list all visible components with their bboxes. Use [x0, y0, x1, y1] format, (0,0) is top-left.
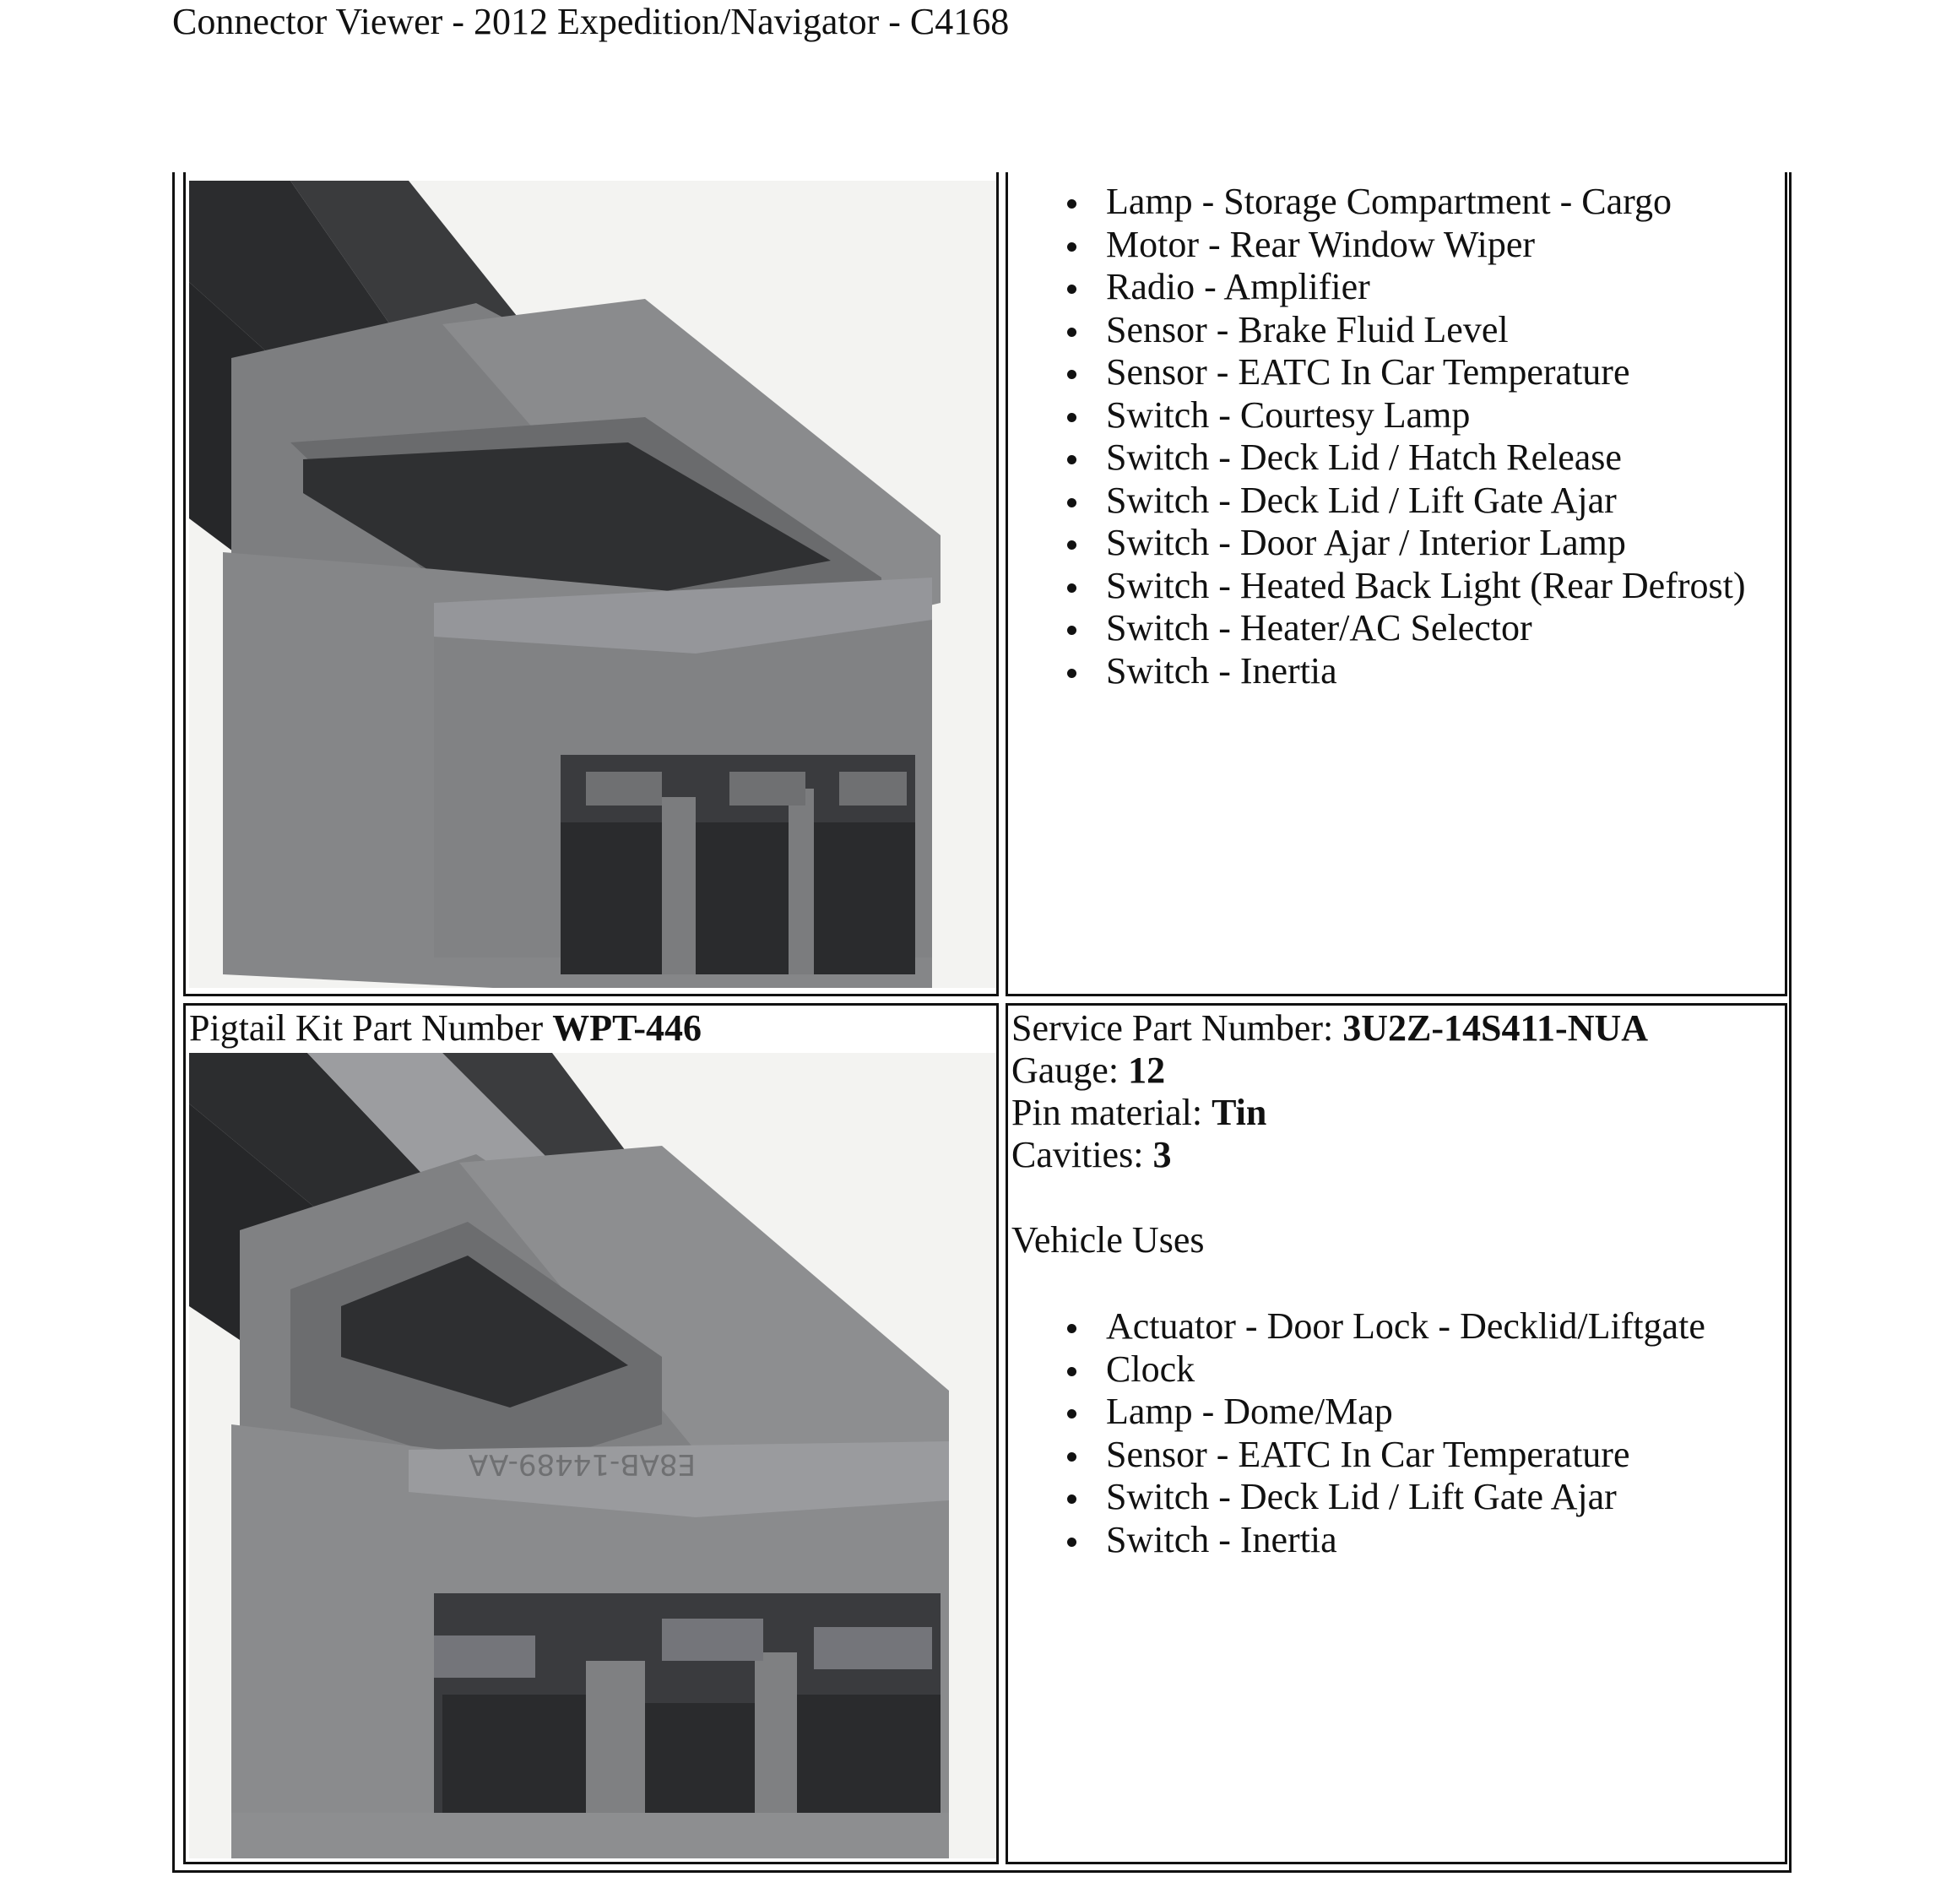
pin-material-label: Pin material:: [1011, 1092, 1203, 1133]
connector-photo-top: [189, 181, 996, 988]
gauge-label: Gauge:: [1011, 1050, 1119, 1091]
cavities-value: 3: [1152, 1134, 1172, 1175]
details-cell: [1006, 1003, 1787, 1864]
cavities: [1011, 1134, 1171, 1176]
gauge: [1011, 1050, 1165, 1092]
vehicle-uses-list-top: [1067, 181, 1746, 692]
pigtail-cell: [183, 1003, 999, 1864]
pin-material: [1011, 1092, 1266, 1134]
list-item: Sensor - EATC In Car Temperature: [1067, 1434, 1705, 1477]
list-item: Clock: [1067, 1348, 1705, 1391]
list-item: Switch - Courtesy Lamp: [1067, 394, 1746, 437]
connector-marking: E8AB-14489-AA: [468, 1447, 696, 1481]
service-part-value: 3U2Z-14S411-NUA: [1342, 1007, 1649, 1049]
list-item: Switch - Deck Lid / Lift Gate Ajar: [1067, 1476, 1705, 1519]
list-item: Switch - Deck Lid / Hatch Release: [1067, 437, 1746, 480]
gauge-value: 12: [1128, 1050, 1166, 1091]
list-item: Switch - Heater/AC Selector: [1067, 607, 1746, 650]
list-item: Switch - Heated Back Light (Rear Defrost): [1067, 565, 1746, 608]
cavities-label: Cavities:: [1011, 1134, 1144, 1175]
list-item: Radio - Amplifier: [1067, 266, 1746, 309]
list-item: Sensor - EATC In Car Temperature: [1067, 351, 1746, 394]
connector-table: [172, 172, 1792, 1873]
vehicle-uses-heading: Vehicle Uses: [1011, 1219, 1205, 1261]
list-item: Switch - Deck Lid / Lift Gate Ajar: [1067, 480, 1746, 523]
service-part-number: [1011, 1007, 1648, 1050]
list-item: Motor - Rear Window Wiper: [1067, 224, 1746, 267]
vehicle-uses-list-bottom: [1067, 1305, 1705, 1561]
service-part-label: Service Part Number:: [1011, 1007, 1334, 1049]
pin-material-value: Tin: [1212, 1092, 1267, 1133]
list-item: Switch - Inertia: [1067, 1519, 1705, 1562]
list-item: Sensor - Brake Fluid Level: [1067, 309, 1746, 352]
list-item: Lamp - Dome/Map: [1067, 1391, 1705, 1434]
pigtail-part-number: [189, 1007, 702, 1050]
pigtail-value: WPT-446: [552, 1007, 702, 1049]
page-title: Connector Viewer - 2012 Expedition/Navigator - C4168: [172, 1, 1010, 42]
uses-cell-top: [1006, 172, 1787, 996]
list-item: Switch - Door Ajar / Interior Lamp: [1067, 522, 1746, 565]
connector-photo-cell-top: [183, 172, 999, 996]
connector-photo-bottom: [189, 1053, 996, 1858]
list-item: Lamp - Storage Compartment - Cargo: [1067, 181, 1746, 224]
list-item: Actuator - Door Lock - Decklid/Liftgate: [1067, 1305, 1705, 1348]
pigtail-label: Pigtail Kit Part Number: [189, 1007, 544, 1049]
list-item: Switch - Inertia: [1067, 650, 1746, 693]
